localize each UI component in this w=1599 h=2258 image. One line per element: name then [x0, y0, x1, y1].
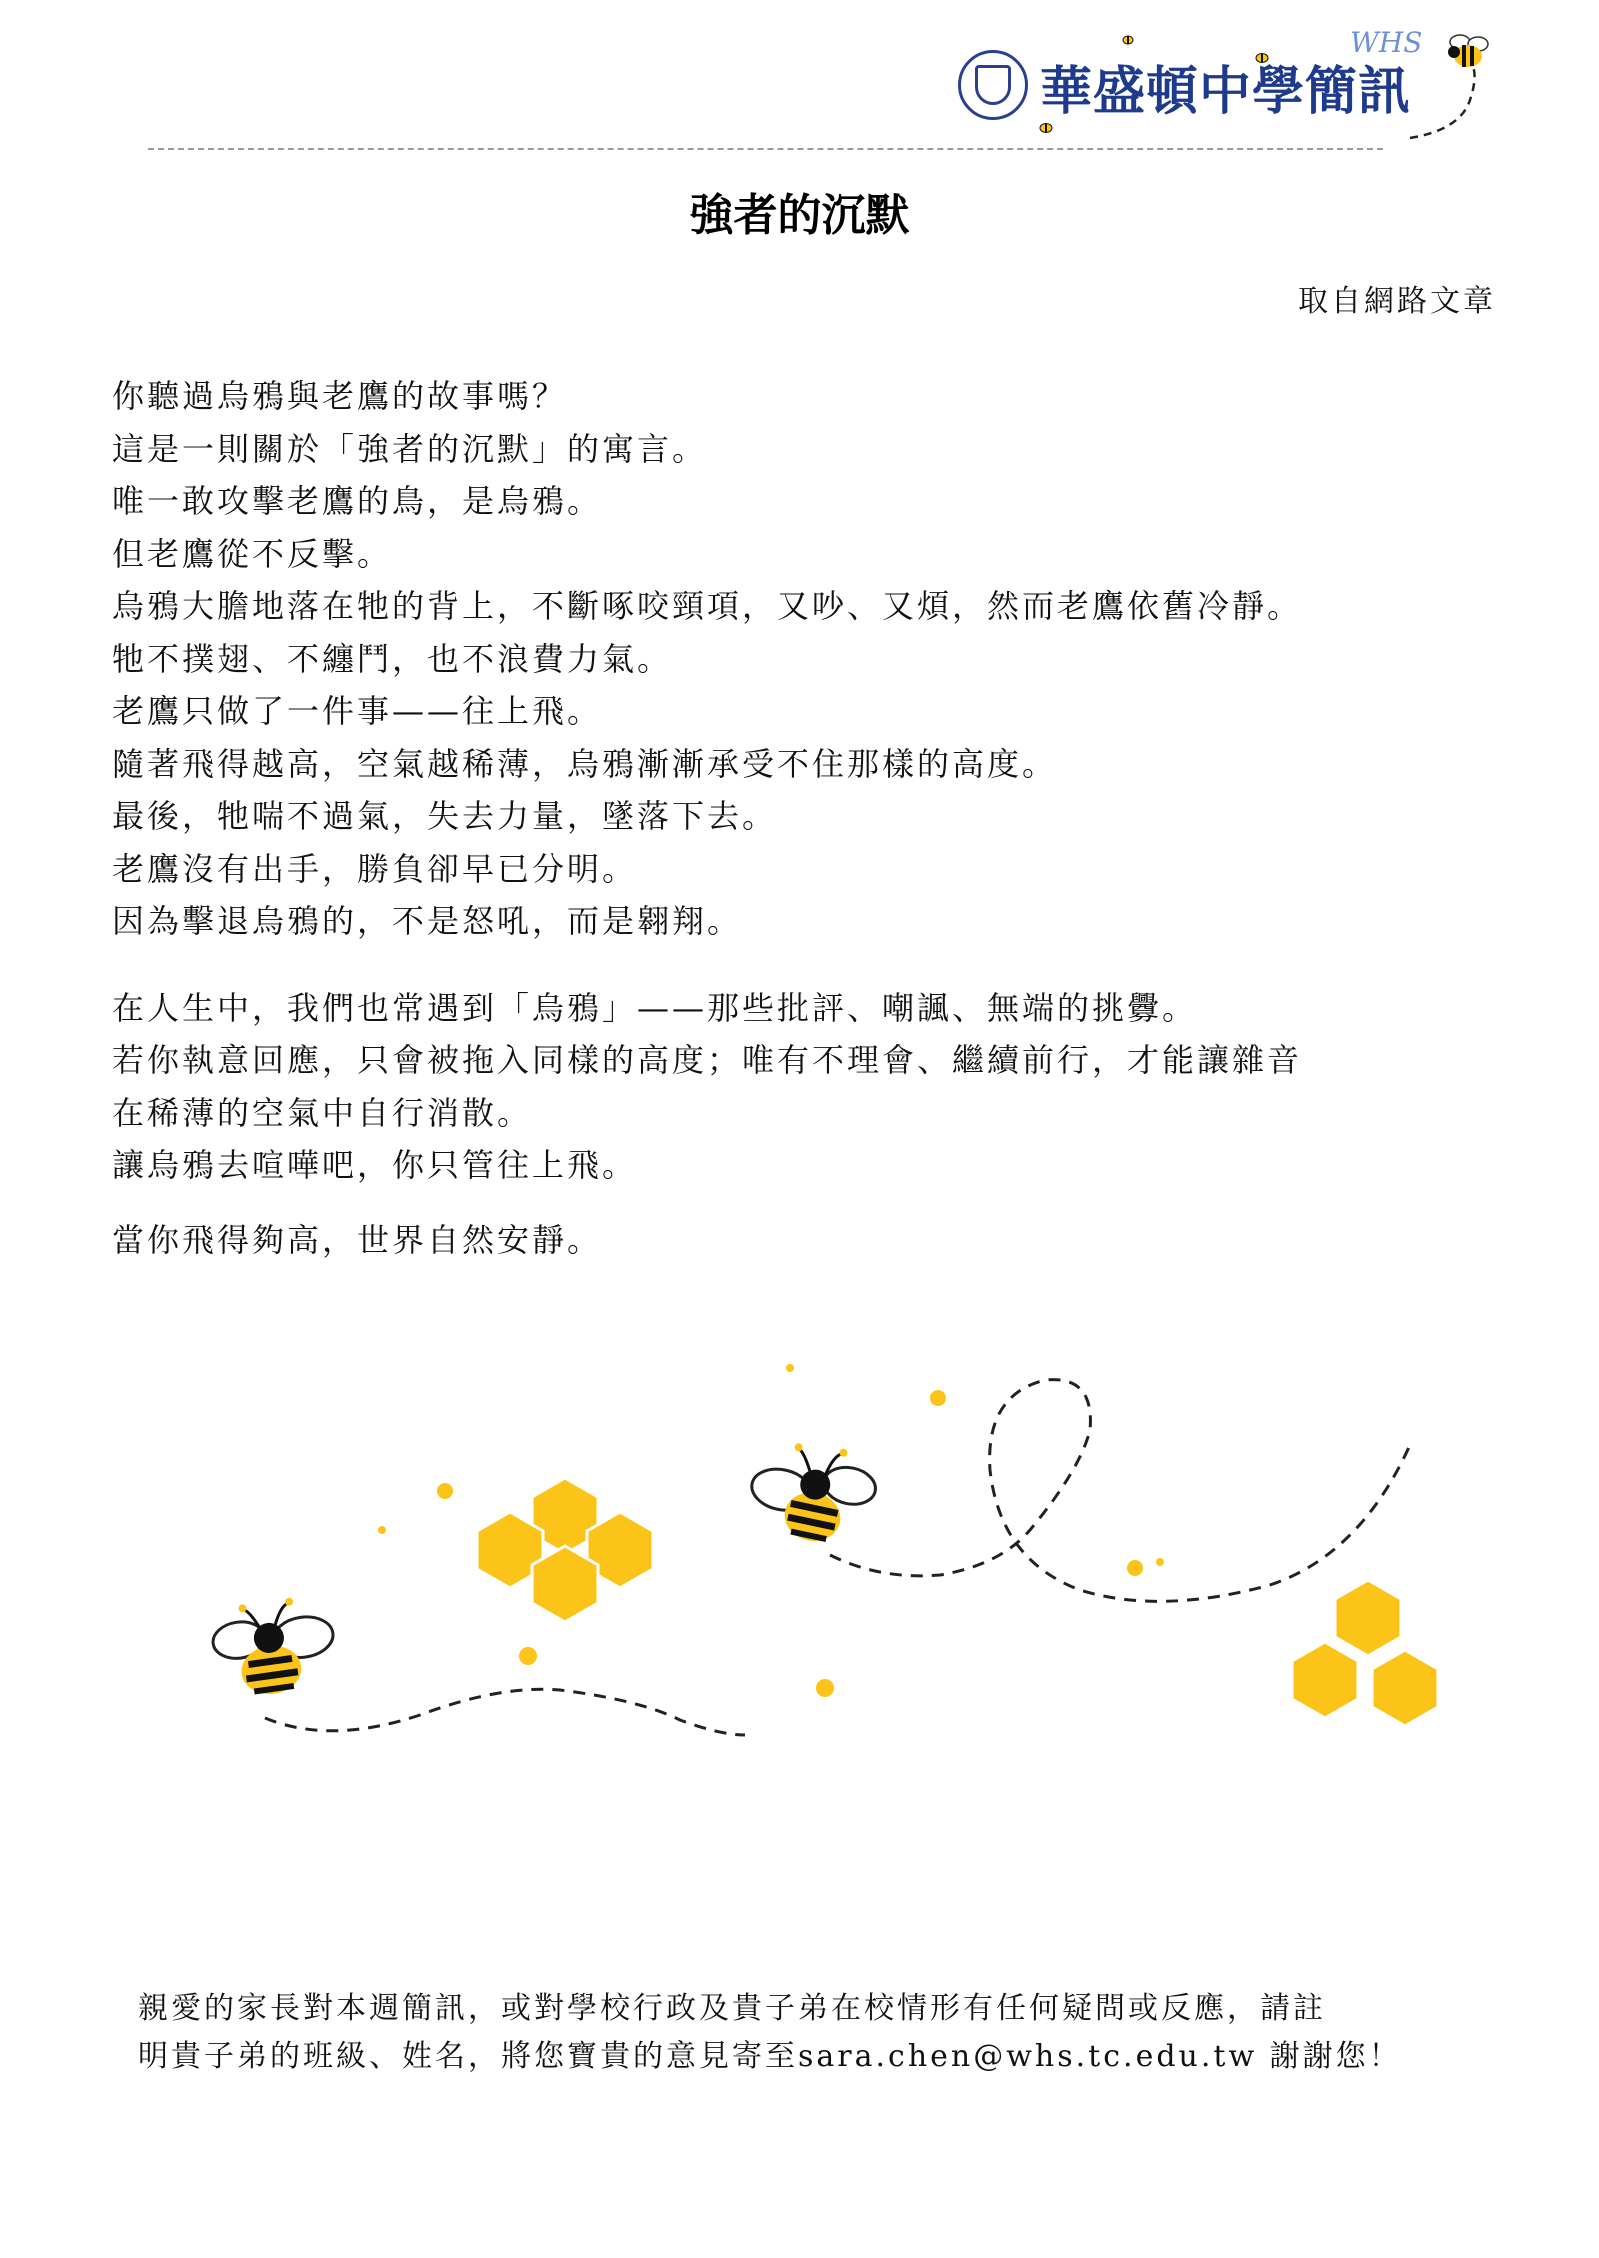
body-line: 老鷹只做了一件事——往上飛。	[112, 692, 603, 730]
footer-notice	[138, 1985, 1508, 2081]
body-line: 牠不撲翅、不纏鬥，也不浪費力氣。	[112, 639, 673, 678]
honey-dot	[930, 1390, 946, 1406]
body-line: 當你飛得夠高，世界自然安靜。	[112, 1220, 603, 1259]
footer-line: 明貴子弟的班級、姓名，將您寶貴的意見寄至sara.chen@whs.tc.edu.tw 謝謝您！	[138, 2039, 1402, 2074]
body-line: 在稀薄的空氣中自行消散。	[112, 1093, 533, 1132]
footer-line: 親愛的家長對本週簡訊，或對學校行政及貴子弟在校情形有任何疑問或反應，請註	[138, 1991, 1326, 2026]
honey-dot	[437, 1483, 453, 1499]
body-line: 但老鷹從不反擊。	[112, 534, 393, 573]
article-title: 強者的沉默	[689, 190, 910, 241]
body-line: 唯一敢攻擊老鷹的鳥，是烏鴉。	[112, 482, 603, 520]
body-line: 在人生中，我們也常遇到「烏鴉」——那些批評、嘲諷、無端的挑釁。	[112, 988, 1198, 1027]
honey-dot	[1127, 1560, 1143, 1576]
honeycomb-icon	[1292, 1580, 1438, 1726]
honey-dot	[1156, 1558, 1164, 1566]
body-line: 老鷹沒有出手，勝負卻早已分明。	[112, 849, 638, 888]
newsletter-masthead: 華盛頓中學簡訊	[1040, 62, 1412, 122]
body-line: 烏鴉大膽地落在牠的背上，不斷啄咬頸項，又吵、又煩，然而老鷹依舊冷靜。	[112, 587, 1303, 625]
bee-icon	[208, 1592, 340, 1701]
dashed-flight-path	[830, 1380, 1410, 1602]
dashed-flight-path	[265, 1689, 745, 1735]
honey-dot	[378, 1526, 386, 1534]
body-line: 這是一則關於「強者的沉默」的寓言。	[112, 429, 708, 468]
bee-icon	[743, 1432, 883, 1552]
masthead-tag: WHS	[1350, 26, 1423, 59]
body-line: 因為擊退烏鴉的，不是怒吼，而是翱翔。	[112, 902, 743, 940]
body-line: 若你執意回應，只會被拖入同樣的高度；唯有不理會、繼續前行，才能讓雜音	[112, 1041, 1303, 1079]
honey-dot	[786, 1364, 794, 1372]
body-line: 最後，牠喘不過氣，失去力量，墜落下去。	[112, 797, 778, 835]
honeycomb-icon	[477, 1478, 653, 1622]
honey-dot	[519, 1647, 537, 1665]
article-source: 取自網路文章	[1298, 284, 1496, 319]
honey-dot	[816, 1679, 834, 1697]
body-line: 隨著飛得越高，空氣越稀薄，烏鴉漸漸承受不住那樣的高度。	[112, 744, 1058, 783]
body-line: 你聽過烏鴉與老鷹的故事嗎？	[112, 377, 568, 415]
body-line: 讓烏鴉去喧嘩吧，你只管往上飛。	[112, 1146, 638, 1184]
